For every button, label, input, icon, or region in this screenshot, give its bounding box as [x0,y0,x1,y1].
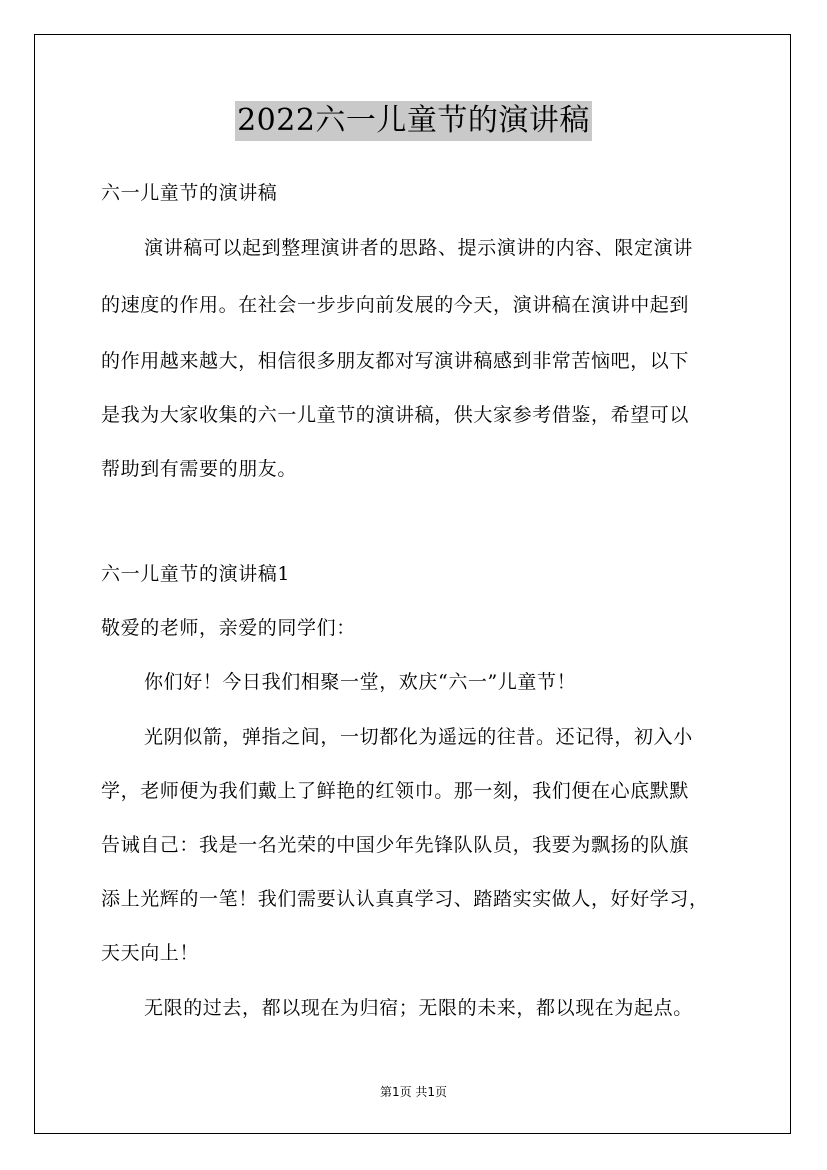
intro-line: 帮助到有需要的朋友。 [101,458,298,480]
body-line: 你们好！今日我们相聚一堂，欢庆“六一”儿童节！ [144,671,577,693]
intro-line: 的作用越来越大，相信很多朋友都对写演讲稿感到非常苦恼吧，以下 [101,350,690,372]
body-line: 光阴似箭，弹指之间，一切都化为遥远的往昔。还记得，初入小 [144,726,693,748]
body-line: 无限的过去，都以现在为归宿；无限的未来，都以现在为起点。 [144,997,693,1019]
page-footer: 第1页 共1页 [379,1085,448,1099]
intro-line: 演讲稿可以起到整理演讲者的思路、提示演讲的内容、限定演讲 [144,237,693,259]
salutation: 敬爱的老师，亲爱的同学们： [101,617,356,639]
body-line: 添上光辉的一笔！我们需要认认真真学习、踏踏实实做人，好好学习， [101,888,709,910]
body-line: 天天向上！ [101,942,200,964]
intro-line: 是我为大家收集的六一儿童节的演讲稿，供大家参考借鉴，希望可以 [101,404,690,426]
body-line: 学，老师便为我们戴上了鲜艳的红领巾。那一刻，我们便在心底默默 [101,780,690,802]
intro-line: 的速度的作用。在社会一步步向前发展的今天，演讲稿在演讲中起到 [101,294,690,316]
body-line: 告诫自己：我是一名光荣的中国少年先锋队队员，我要为飘扬的队旗 [101,834,690,856]
document-title: 2022六一儿童节的演讲稿 [235,101,592,141]
document-heading: 六一儿童节的演讲稿 [101,182,278,204]
section-heading: 六一儿童节的演讲稿1 [101,563,291,585]
document-title-wrapper [0,101,827,141]
